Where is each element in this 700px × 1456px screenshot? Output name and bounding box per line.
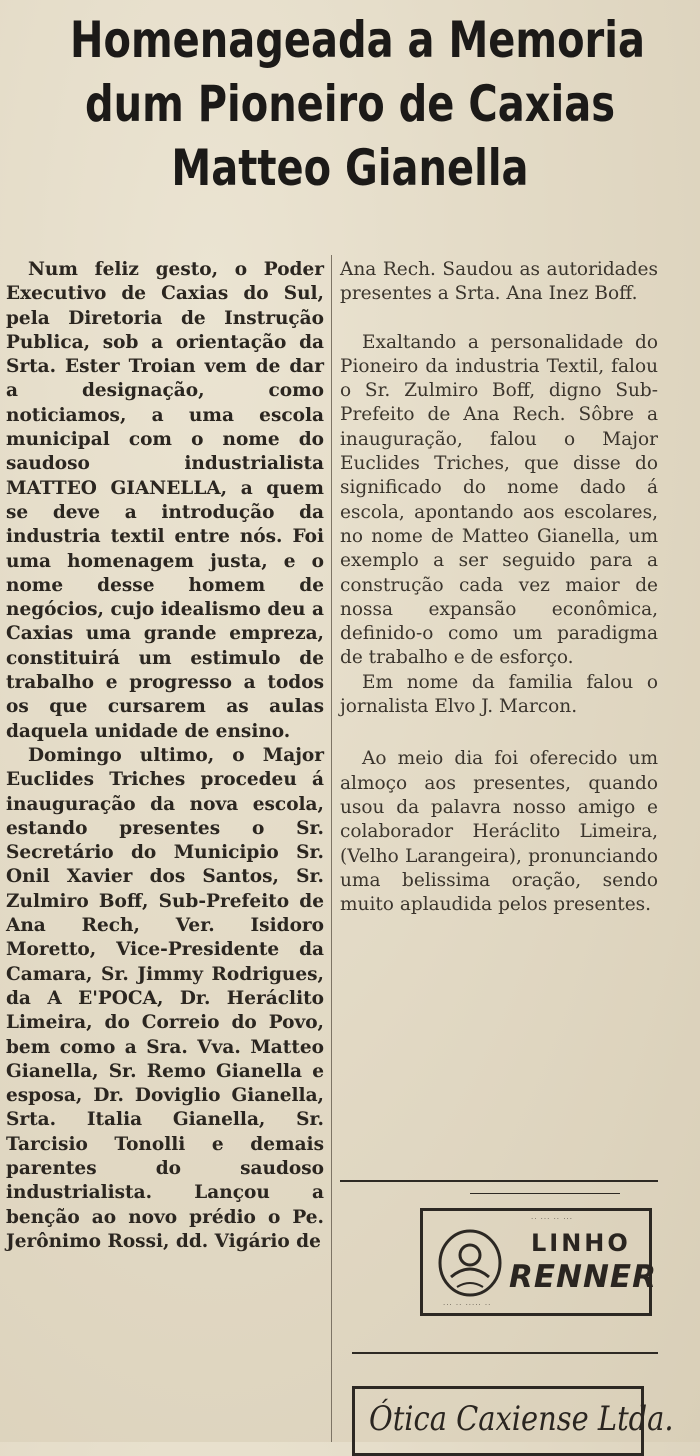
right-paragraph-1: Ana Rech. Saudou as autoridades presentes a Srta. Ana Inez Boff. xyxy=(340,259,658,305)
section-rule-1 xyxy=(340,1180,658,1182)
ad-small-print-top: ·· ··· ·· ··· xyxy=(531,1215,573,1223)
renner-logo-icon xyxy=(435,1225,505,1299)
headline-line-2: dum Pioneiro de Caxias xyxy=(84,75,616,133)
ad-small-print-bottom: ··· ·· ····· ·· xyxy=(443,1301,492,1309)
article-headline xyxy=(0,8,700,200)
ad-otica-name: Ótica Caxiense Ltda. xyxy=(369,1399,674,1439)
column-divider xyxy=(331,255,332,1442)
right-paragraph-4: Ao meio dia foi oferecido um almoço aos presentes, quando usou da palavra nosso amigo e colaborador Heráclito Limeira, (Velho Larangeira), pronunciando uma belissima oração, sendo muito aplaudida pelos presentes. xyxy=(340,748,658,916)
ad-brand-line-2: RENNER xyxy=(509,1259,657,1295)
left-paragraph-1: Num feliz gesto, o Poder Executivo de Caxias do Sul, pela Diretoria de Instrução Publica, sob a orientação da Srta. Ester Troian vem de dar a designação, como noticiamos, a uma escola municipal com o nome do saudoso industrialista MATTEO GIANELLA, a quem se deve a introdução da industria textil entre nós. Foi uma homenagem justa, e o nome desse homem de negócios, cujo idealismo deu a Caxias uma grande empreza, constituirá um estimulo de trabalho e progresso a todos os que cursarem as aulas daquela unidade de ensino. xyxy=(6,259,324,742)
headline-line-3: Matteo Gianella xyxy=(171,139,529,197)
section-rule-3 xyxy=(352,1352,658,1354)
right-column xyxy=(340,258,658,917)
headline-line-1: Homenageada a Memoria xyxy=(70,11,645,69)
right-paragraph-2: Exaltando a personalidade do Pioneiro da industria Textil, falou o Sr. Zulmiro Boff, digno Sub-Prefeito de Ana Rech. Sôbre a inauguração, falou o Major Euclides Triches, que disse do significado do nome dado á escola, apontando aos escolares, no nome de Matteo Gianella, um exemplo a ser seguido para a construção cada vez maior de nossa expansão econômica, definido-o como um paradigma de trabalho e de esforço. xyxy=(340,331,658,669)
otica-caxiense-advertisement xyxy=(352,1386,674,1456)
right-paragraph-3: Em nome da familia falou o jornalista Elvo J. Marcon. xyxy=(340,671,658,718)
ad-brand-line-1: LINHO xyxy=(531,1229,631,1257)
left-paragraph-2: Domingo ultimo, o Major Euclides Triches procedeu á inauguração da nova escola, estando presentes o Sr. Secretário do Municipio Sr. Onil Xavier dos Santos, Sr. Zulmiro Boff, Sub-Prefeito de Ana Rech, Ver. Isidoro Moretto, Vice-Presidente da Camara, Sr. Jimmy Rodrigues, da A E'POCA, Dr. Heráclito Limeira, do Correio do Povo, bem como a Sra. Vva. Matteo Gianella, Sr. Remo Gianella e esposa, Dr. Doviglio Gianella, Srta. Italia Gianella, Sr. Tarcisio Tonolli e demais parentes do saudoso industrialista. Lançou a benção ao novo prédio o Pe. Jerônimo Rossi, dd. Vigário de xyxy=(6,744,324,1252)
left-column xyxy=(6,258,324,1254)
section-rule-2 xyxy=(470,1193,620,1194)
linho-renner-advertisement xyxy=(420,1208,657,1316)
